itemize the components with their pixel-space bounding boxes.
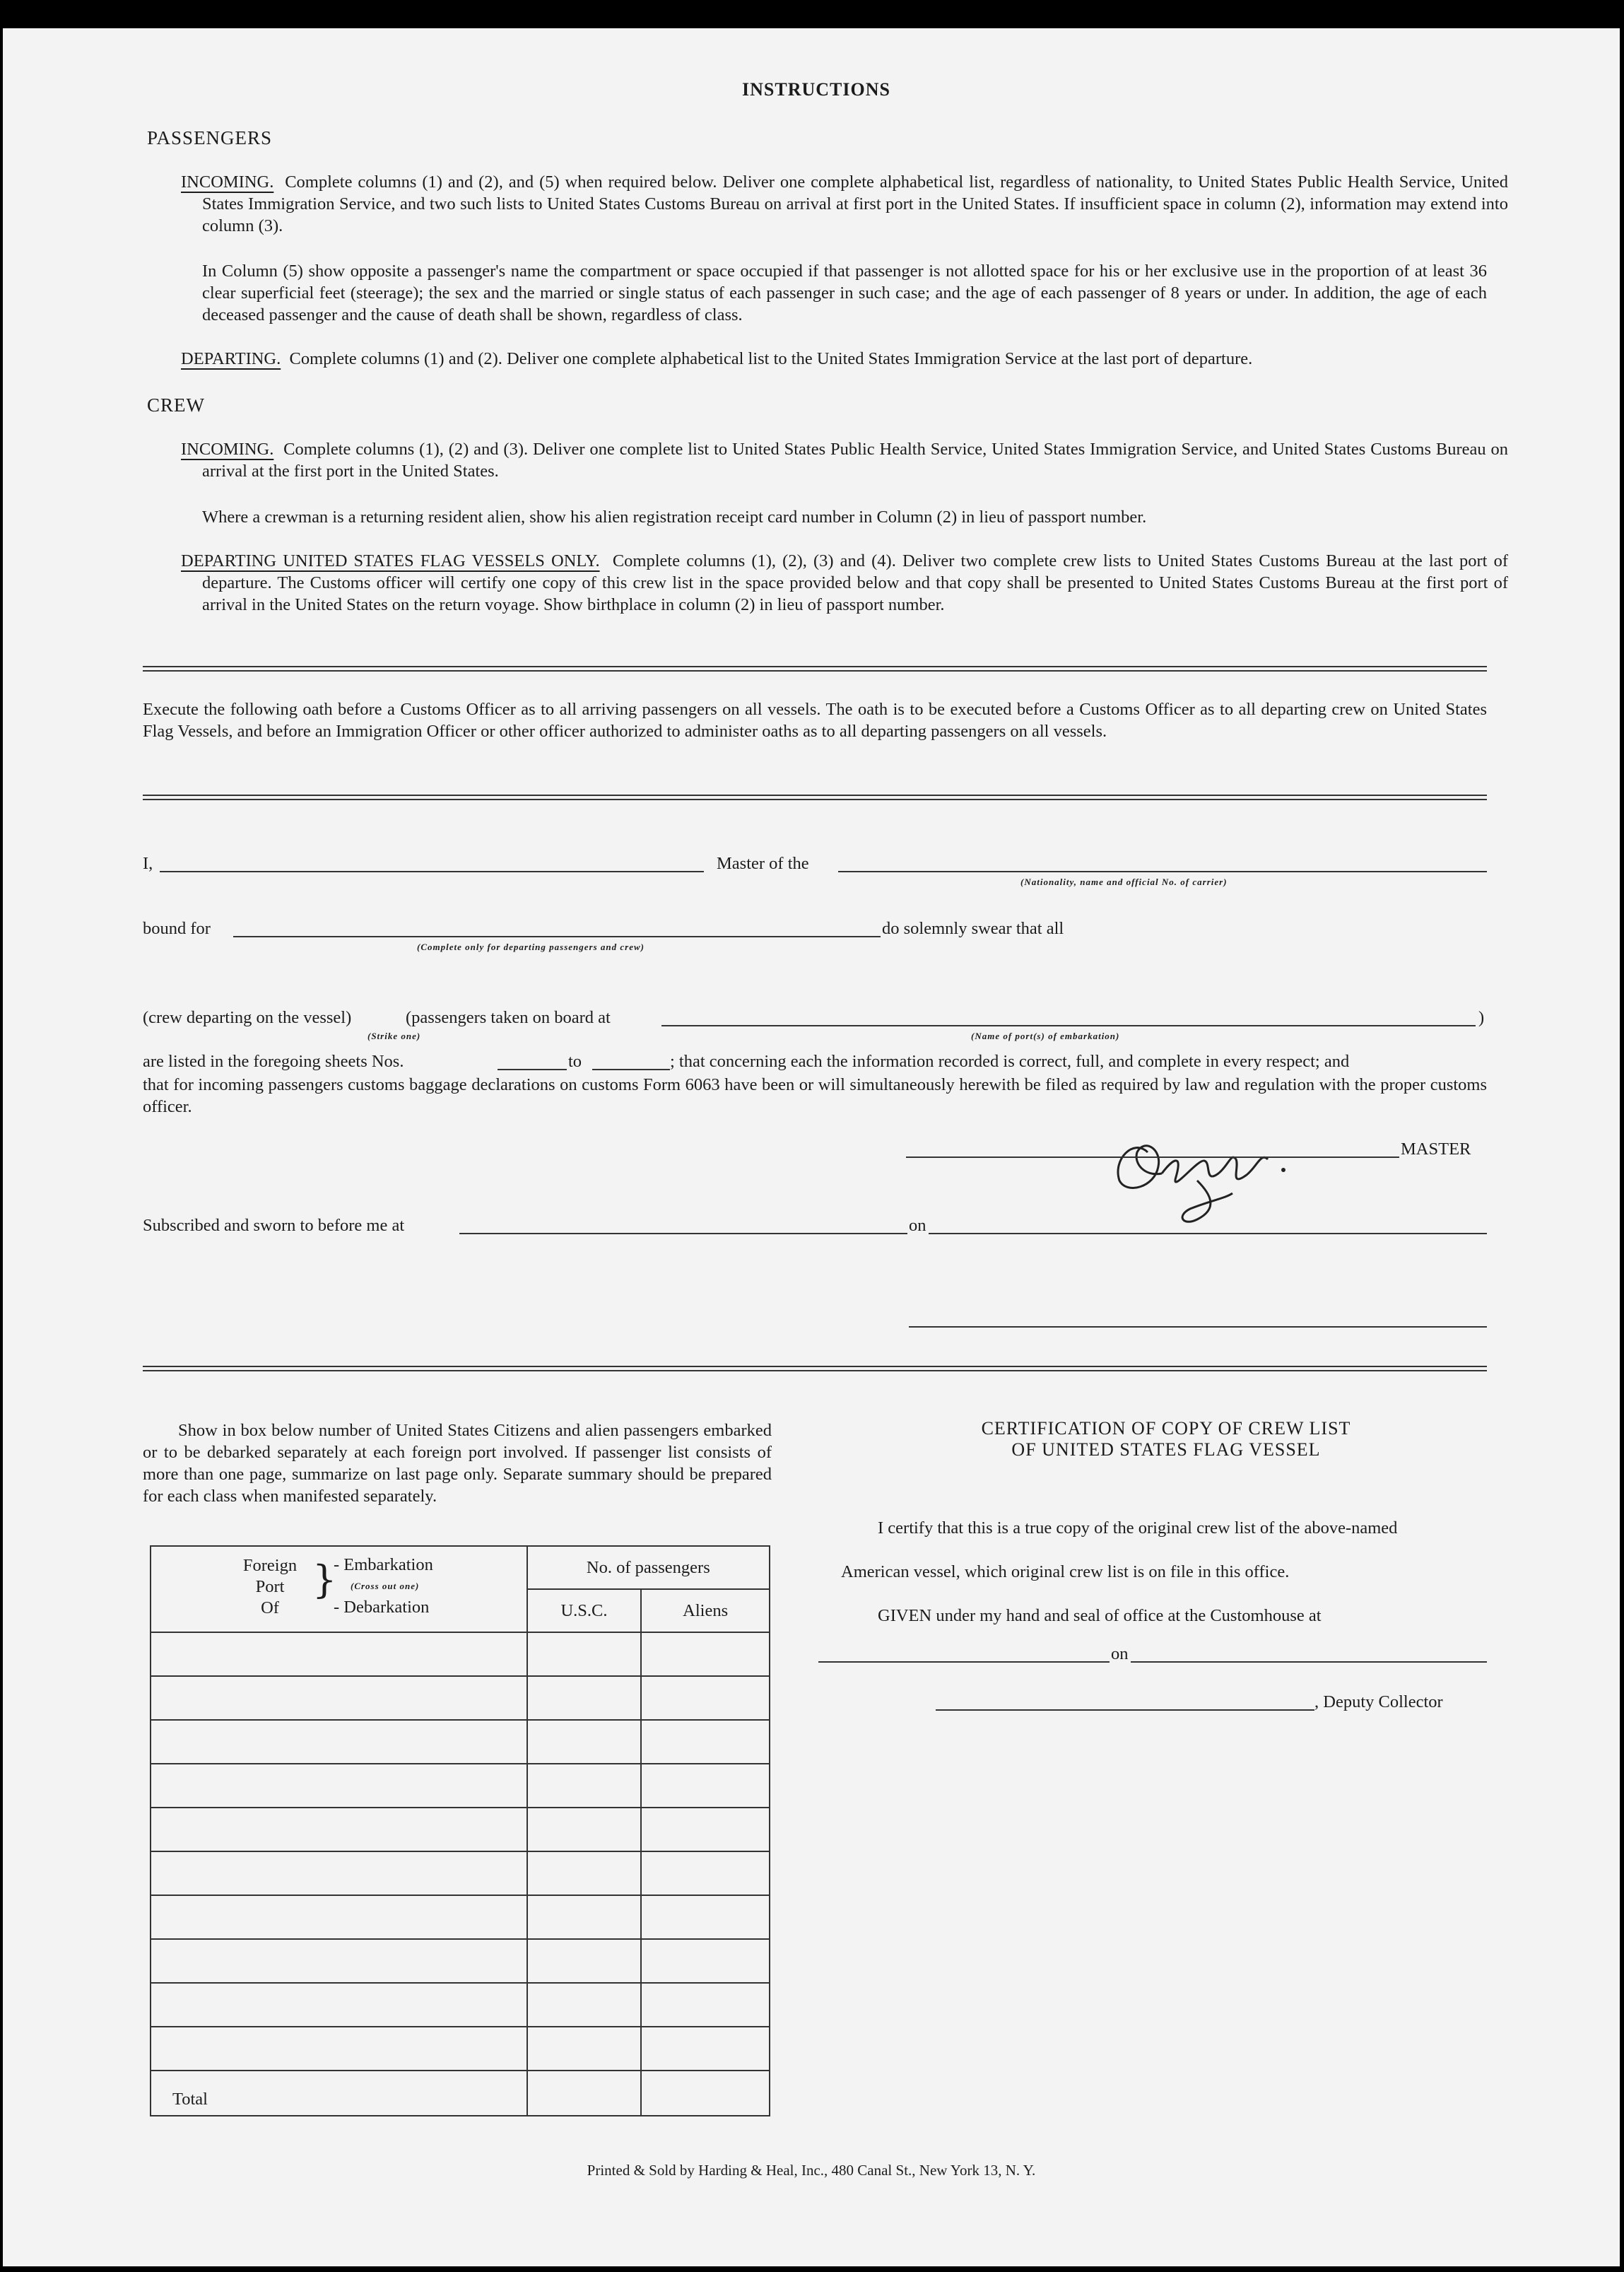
port-cell[interactable] xyxy=(151,2027,527,2071)
to-label: to xyxy=(568,1052,582,1071)
master-of-label: Master of the xyxy=(717,854,809,873)
usc-cell[interactable] xyxy=(527,1632,642,1676)
close-paren: ) xyxy=(1478,1008,1485,1027)
crew-departing-label: DEPARTING UNITED STATES FLAG VESSELS ONLY. xyxy=(181,551,600,570)
subscribed-label: Subscribed and sworn to before me at xyxy=(143,1216,405,1235)
passengers-column5-paragraph: In Column (5) show opposite a passenger's name the compartment or space occupied if that passenger is not allotted space for his or her exclusive use in the proportion of at least 36 clear superficial feet (steerage); the sex and the married or single status of each passenger in such case; and the age of each passenger of 8 years or under. In addition, the age of each deceased passenger and the cause of death shall be shown, regardless of class. xyxy=(202,262,1487,324)
listed-suffix: ; that concerning each the information recorded is correct, full, and complete in every respect; and xyxy=(670,1052,1350,1071)
total-label: Total xyxy=(151,2071,527,2116)
aliens-cell[interactable] xyxy=(641,1939,770,1983)
section-divider xyxy=(143,795,1487,800)
port-cell[interactable] xyxy=(151,1939,527,1983)
cross-out-hint: (Cross out one) xyxy=(351,1581,420,1591)
deputy-collector-label: , Deputy Collector xyxy=(1314,1692,1443,1711)
bound-for-label: bound for xyxy=(143,919,211,938)
brace-icon: } xyxy=(312,1557,337,1602)
passengers-incoming-label: INCOMING. xyxy=(181,172,274,192)
table-row xyxy=(151,1764,770,1808)
cert-on-label: on xyxy=(1111,1644,1129,1663)
sworn-place-field[interactable] xyxy=(459,1233,907,1234)
aliens-cell[interactable] xyxy=(641,1851,770,1895)
usc-cell[interactable] xyxy=(527,1720,642,1764)
sheet-to-field[interactable] xyxy=(592,1069,670,1070)
carrier-field[interactable] xyxy=(838,871,1487,872)
table-row xyxy=(151,1895,770,1939)
table-row xyxy=(151,1632,770,1676)
debarkation-option[interactable]: - Debarkation xyxy=(334,1598,430,1617)
table-row xyxy=(151,1808,770,1851)
aliens-cell[interactable] xyxy=(641,2027,770,2071)
master-label: MASTER xyxy=(1401,1140,1471,1159)
foreign-label: Foreign xyxy=(242,1556,298,1575)
section-divider xyxy=(143,1366,1487,1371)
customhouse-field[interactable] xyxy=(818,1661,1110,1663)
port-label: Port xyxy=(255,1577,285,1596)
aliens-cell[interactable] xyxy=(641,1983,770,2027)
certification-title-line1: CERTIFICATION OF COPY OF CREW LIST xyxy=(981,1418,1351,1439)
cert-date-field[interactable] xyxy=(1131,1661,1487,1663)
strike-one-hint: (Strike one) xyxy=(367,1031,421,1041)
table-row xyxy=(151,1983,770,2027)
sheet-from-field[interactable] xyxy=(498,1069,567,1070)
passengers-incoming-text: Complete columns (1) and (2), and (5) when required below. Deliver one complete alphabetical list, regardless of nationality, to United States Public Health Service, United States Immigration Service, and two such lists to United States Customs Bureau on arrival at first port in the United States. If insufficient space in column (2), information may extend into column (3). xyxy=(202,172,1508,235)
table-row xyxy=(151,1939,770,1983)
usc-cell[interactable] xyxy=(527,1764,642,1808)
swear-label: do solemnly swear that all xyxy=(882,919,1064,938)
certification-title-line2: OF UNITED STATES FLAG VESSEL xyxy=(1011,1439,1321,1460)
passengers-departing-paragraph xyxy=(181,348,1487,370)
crew-departing-paragraph xyxy=(181,550,1508,616)
given-text: GIVEN under my hand and seal of office at the Customhouse at xyxy=(878,1606,1322,1625)
crew-heading: CREW xyxy=(147,394,205,416)
ports-field[interactable] xyxy=(661,1025,1476,1026)
crew-incoming-text: Complete columns (1), (2) and (3). Deliver one complete list to United States Public Health Service, United States Immigration Service, and United States Customs Bureau on arrival at the first port in the United States. xyxy=(202,440,1508,481)
port-cell[interactable] xyxy=(151,1983,527,2027)
usc-cell[interactable] xyxy=(527,1808,642,1851)
form-page xyxy=(3,28,1620,2266)
usc-cell[interactable] xyxy=(527,1676,642,1720)
listed-prefix: are listed in the foregoing sheets Nos. xyxy=(143,1052,404,1071)
port-header-cell xyxy=(151,1546,527,1632)
embarkation-option[interactable]: - Embarkation xyxy=(334,1555,433,1574)
american-vessel-text: American vessel, which original crew list is on file in this office. xyxy=(841,1562,1290,1581)
passenger-summary-table xyxy=(150,1545,770,2116)
usc-header: U.S.C. xyxy=(527,1589,642,1632)
passengers-option[interactable]: (passengers taken on board at xyxy=(406,1008,611,1027)
crew-alien-paragraph: Where a crewman is a returning resident alien, show his alien registration receipt card number in Column (2) in lieu of passport number. xyxy=(202,508,1147,527)
table-row xyxy=(151,1851,770,1895)
port-cell[interactable] xyxy=(151,1851,527,1895)
crew-incoming-paragraph xyxy=(181,438,1508,482)
bound-for-field[interactable] xyxy=(233,936,881,937)
passengers-heading: PASSENGERS xyxy=(147,127,273,148)
certify-text: I certify that this is a true copy of the original crew list of the above-named xyxy=(878,1518,1398,1538)
baggage-paragraph: that for incoming passengers customs baggage declarations on customs Form 6063 have been or will simultaneously herewith be filed as required by law and regulation with the proper customs officer. xyxy=(143,1075,1487,1116)
port-cell[interactable] xyxy=(151,1808,527,1851)
sworn-on-label: on xyxy=(909,1216,926,1235)
ports-hint: (Name of port(s) of embarkation) xyxy=(971,1031,1120,1041)
aliens-cell[interactable] xyxy=(641,1720,770,1764)
table-row xyxy=(151,1720,770,1764)
instructions-title: INSTRUCTIONS xyxy=(742,79,890,100)
port-cell[interactable] xyxy=(151,1895,527,1939)
carrier-hint: (Nationality, name and official No. of carrier) xyxy=(1020,877,1228,887)
no-passengers-header: No. of passengers xyxy=(527,1546,770,1589)
oath-intro: Execute the following oath before a Customs Officer as to all arriving passengers on all vessels. The oath is to be executed before a Customs Officer as to all departing crew on United States Flag Vessels, and before an Immigration Officer or other officer authorized to administer oaths as to all departing passengers on all vessels. xyxy=(143,700,1487,741)
port-cell[interactable] xyxy=(151,1676,527,1720)
passengers-incoming-paragraph xyxy=(181,171,1508,237)
officer-signature-line[interactable] xyxy=(909,1326,1487,1328)
of-label: Of xyxy=(261,1598,279,1617)
printer-footer: Printed & Sold by Harding & Heal, Inc., 480 Canal St., New York 13, N. Y. xyxy=(587,2162,1036,2179)
master-signature xyxy=(1105,1110,1303,1251)
passengers-departing-label: DEPARTING. xyxy=(181,349,281,368)
aliens-cell[interactable] xyxy=(641,1632,770,1676)
crew-departing-option[interactable]: (crew departing on the vessel) xyxy=(143,1008,352,1027)
usc-cell[interactable] xyxy=(527,2027,642,2071)
port-cell[interactable] xyxy=(151,1720,527,1764)
table-row xyxy=(151,2027,770,2071)
total-row xyxy=(151,2071,770,2116)
port-cell[interactable] xyxy=(151,1632,527,1676)
deputy-collector-field[interactable] xyxy=(936,1709,1314,1711)
port-cell[interactable] xyxy=(151,1764,527,1808)
master-name-field[interactable] xyxy=(160,871,704,872)
usc-cell[interactable] xyxy=(527,1851,642,1895)
aliens-header: Aliens xyxy=(641,1589,770,1632)
crew-departing-text: Complete columns (1), (2), (3) and (4). Deliver two complete crew lists to United States Customs Bureau at the last port of departure. The Customs officer will certify one copy of this crew list in the space provided below and that copy shall be presented to United States Customs Bureau at the first port of arrival in the United States on the return voyage. Show birthplace in column (2) in lieu of passport number. xyxy=(202,551,1508,614)
summary-instructions: Show in box below number of United States Citizens and alien passengers embarked or to be debarked separately at each foreign port involved. If passenger list consists of more than one page, summarize on last page only. Separate summary should be prepared for each class when manifested separately. xyxy=(143,1421,772,1506)
master-signature-line[interactable] xyxy=(906,1157,1399,1158)
usc-cell[interactable] xyxy=(527,1895,642,1939)
section-divider xyxy=(143,666,1487,672)
crew-incoming-label: INCOMING. xyxy=(181,440,274,459)
usc-cell[interactable] xyxy=(527,1939,642,1983)
aliens-cell[interactable] xyxy=(641,1764,770,1808)
certification-title xyxy=(841,1418,1491,1460)
aliens-cell[interactable] xyxy=(641,1895,770,1939)
i-label: I, xyxy=(143,854,153,873)
aliens-total-cell[interactable] xyxy=(641,2071,770,2116)
sworn-date-field[interactable] xyxy=(929,1233,1487,1234)
usc-total-cell[interactable] xyxy=(527,2071,642,2116)
aliens-cell[interactable] xyxy=(641,1676,770,1720)
aliens-cell[interactable] xyxy=(641,1808,770,1851)
table-row xyxy=(151,1676,770,1720)
passengers-departing-text: Complete columns (1) and (2). Deliver one complete alphabetical list to the United States Immigration Service at the last port of departure. xyxy=(289,349,1253,368)
usc-cell[interactable] xyxy=(527,1983,642,2027)
bound-for-hint: (Complete only for departing passengers and crew) xyxy=(417,942,645,952)
